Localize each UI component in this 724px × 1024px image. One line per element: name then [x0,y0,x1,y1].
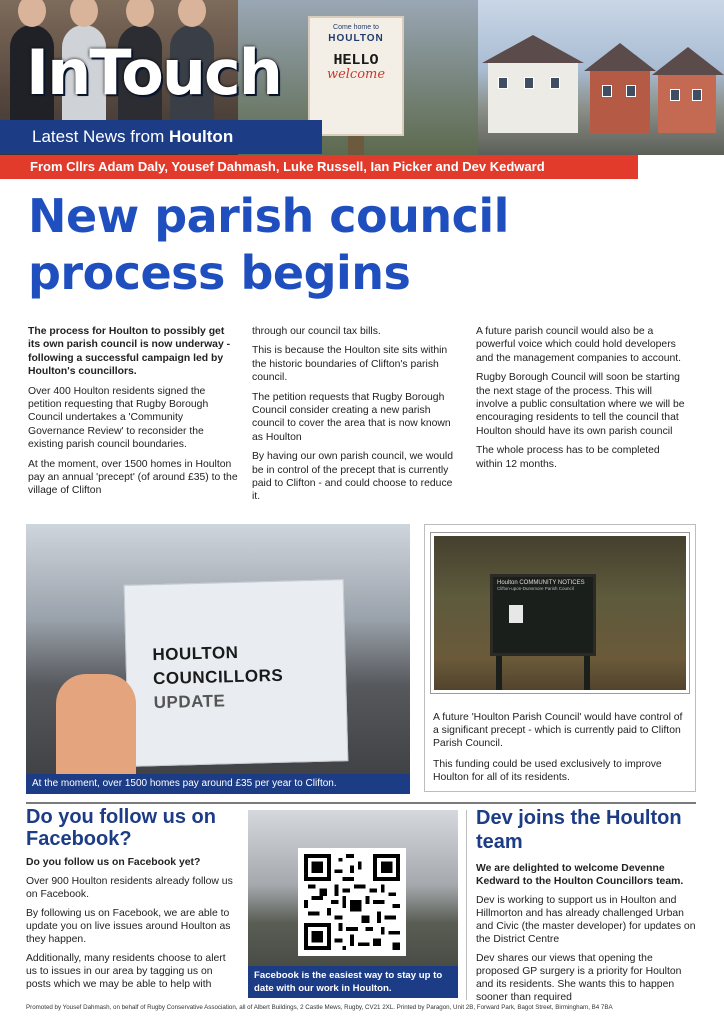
article-column-1 [28,325,238,504]
leaflet-line-1: HOULTON [152,642,239,665]
dev-lead: We are delighted to welcome Devenne Kedward to the Houlton Councillors team. [476,863,684,887]
dev-heading: Dev joins the Houlton team [476,807,682,853]
caption-paragraph: This funding could be used exclusively to improve Houlton for all of its residents. [433,759,662,783]
imprint-footer: Promoted by Yousef Dahmash, on behalf of Rugby Conservative Association, all of Albert Buildings, 2 Castle Mews, Rugby, CV21 2XL. Printed by Paragon, Unit 2B, Forward Park, Bagot Street, Birmingham, B4 7BA [26,1004,613,1011]
column-divider [466,810,467,1000]
qr-code-icon[interactable] [298,848,406,956]
dev-paragraph: Dev shares our views that opening the proposed GP surgery is a priority for Houlton and its residents. She wants this to happen sooner than required [476,953,682,1003]
qr-code-caption: Facebook is the easiest way to stay up to date with our work in Houlton. [248,966,458,998]
leaflet-line-2: COUNCILLORS [152,665,284,689]
page-headline [28,188,708,302]
community-notice-board [490,574,596,656]
article-paragraph: Rugby Borough Council will soon be starting the next stage of the process. This will involve a public consultation where we will be encouraging residents to tell the council that Houlton should have its own parish council [476,372,685,437]
facebook-heading: Do you follow us on Facebook? [26,806,216,850]
article-column-3 [476,325,686,477]
facebook-paragraph: Additionally, many residents choose to alert us to issues in our area by tagging us on posts which we may be able to help with [26,953,226,990]
house-window [524,77,534,89]
newsletter-title: InTouch [26,36,281,109]
house-window [692,89,702,101]
article-paragraph: through our council tax bills. [252,326,381,337]
section-divider [26,802,696,804]
subtitle-prefix: Latest News from [32,127,169,146]
article-paragraph: This is because the Houlton site sits within the historic boundaries of Clifton's parish council. [252,345,448,384]
article-lead: The process for Houlton to possibly get its own parish council is now underway - following a successful campaign led by Houlton's councillors. [28,326,231,378]
councillors-update-leaflet [124,579,349,767]
sign-place: HOULTON [328,33,384,44]
subtitle-place: Houlton [169,127,234,146]
house [658,75,716,133]
newsletter-subtitle [0,120,322,154]
article-paragraph: By having our own parish council, we would be in control of the precept that is currently paid to Clifton - and could choose to reduce it. [252,451,453,503]
house-window [498,77,508,89]
facebook-column [26,856,238,997]
leaflet-title [152,640,284,715]
sign-tagline: Come home to [333,24,379,31]
qr-code-graphic [304,854,400,950]
headline-line-2: process begins [28,246,411,300]
sign-welcome: welcome [326,67,386,82]
article-column-2 [252,325,462,510]
qr-code-photo [248,810,458,998]
headline-line-1: New parish council [28,189,509,243]
leaflet-photo [26,524,410,794]
house-window [602,85,612,97]
notice-board-panel [424,524,696,792]
sign-post [348,136,364,155]
dev-column [476,862,696,1010]
notice-board-leg [584,656,590,693]
house [488,63,578,133]
house-window [550,77,560,89]
facebook-paragraph: By following us on Facebook, we are able to update you on live issues around Houlton as they happen. [26,908,231,945]
article-paragraph: At the moment, over 1500 homes in Houlton pay an annual 'precept' (of around £35) to the village of Clifton [28,458,238,497]
house-window [626,85,636,97]
masthead [0,0,724,155]
leaflet-photo-caption: At the moment, over 1500 homes pay around £35 per year to Clifton. [26,774,410,794]
facebook-question: Do you follow us on Facebook yet? [26,857,201,868]
sign-hello: HELLO [333,52,379,69]
notice-board-header: Houlton COMMUNITY NOTICES [497,580,585,586]
article-paragraph: A future parish council would also be a powerful voice which could hold developers and the management companies to account. [476,326,682,364]
leaflet-line-3: UPDATE [153,691,226,713]
notice-board-leg [496,656,502,693]
caption-paragraph: A future 'Houlton Parish Council' would have control of a significant precept - which is currently paid to Clifton Parish Council. [433,712,683,749]
article-paragraph: Over 400 Houlton residents signed the petition requesting that Rugby Borough Council undertakes a 'Community Governance Review' to reconsider the existing parish council boundaries. [28,385,209,451]
councillors-bar: From Cllrs Adam Daly, Yousef Dahmash, Luke Russell, Ian Picker and Dev Kedward [0,155,638,179]
notice-paper [509,605,523,623]
notice-board-photo [431,533,689,693]
house-window [670,89,680,101]
houses-photo [478,0,724,155]
house [590,71,650,133]
dev-paragraph: Dev is working to support us in Houlton and Hillmorton and has already challenged Urban and Civic (the master developer) for updates on the District Centre [476,895,696,945]
notice-board-subheader: Clifton-upon-Dunsmore Parish Council [497,586,574,591]
notice-board-caption [433,711,691,792]
article-paragraph: The petition requests that Rugby Borough Council consider creating a new parish council to cover the area that is now known as Houlton [252,391,451,443]
facebook-paragraph: Over 900 Houlton residents already follow us on Facebook. [26,876,233,900]
welcome-sign [308,16,404,136]
article-paragraph: The whole process has to be completed within 12 months. [476,445,660,470]
